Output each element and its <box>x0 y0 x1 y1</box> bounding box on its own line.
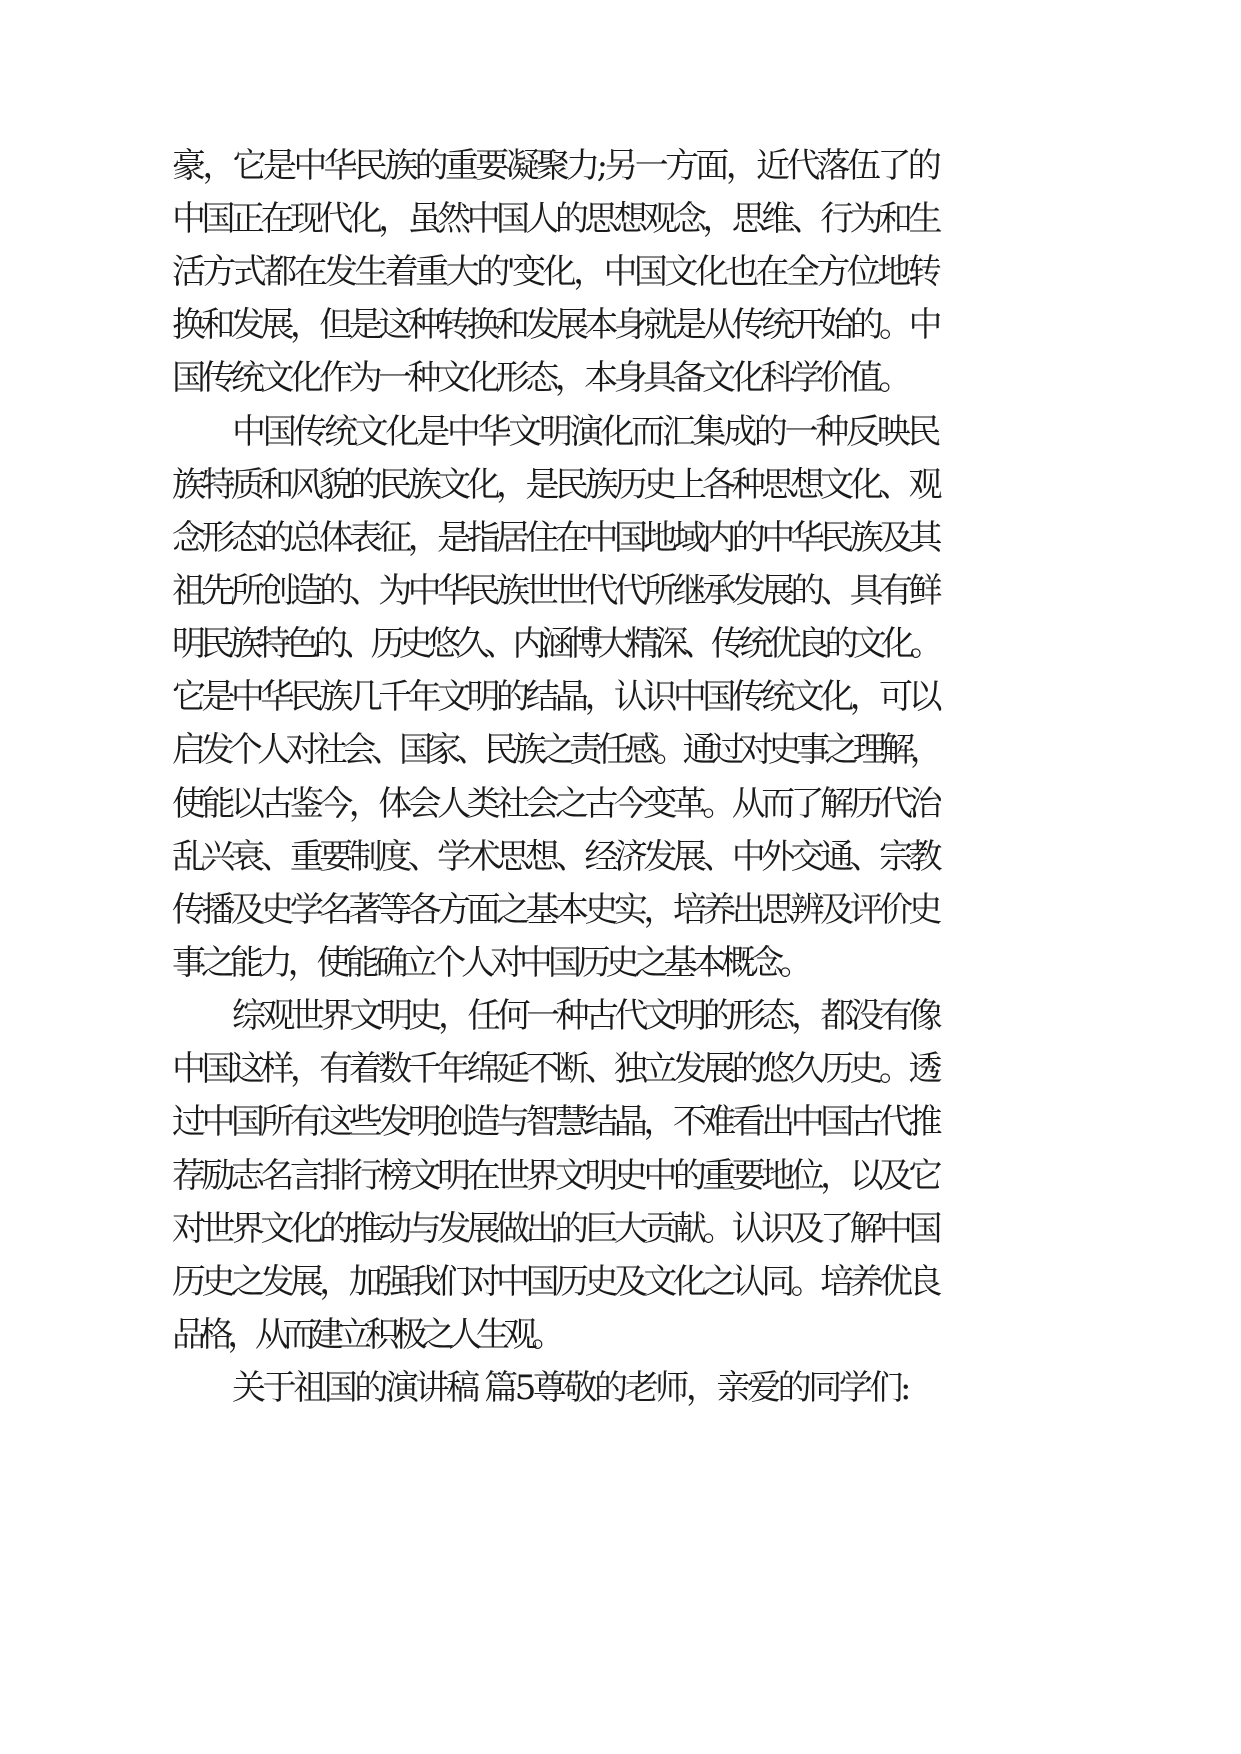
text-line-19: 过中国所有这些发明创造与智慧结晶，不难看出中国古代推 <box>172 1102 938 1142</box>
text-line-13: 使能以古鉴今，体会人类社会之古今变革。从而了解历代治 <box>172 784 938 824</box>
text-line-6: 中国传统文化是中华文明演化而汇集成的一种反映民 <box>232 412 939 452</box>
text-line-24: 关于祖国的演讲稿 篇5尊敬的老师，亲爱的同学们: <box>232 1368 909 1408</box>
text-line-7: 族特质和风貌的民族文化，是民族历史上各种思想文化、观 <box>172 465 938 505</box>
text-line-11: 它是中华民族几千年文明的结晶，认识中国传统文化，可以 <box>172 677 938 717</box>
text-line-8: 念形态的总体表征，是指居住在中国地域内的中华民族及其 <box>172 518 938 558</box>
text-line-18: 中国这样，有着数千年绵延不断、独立发展的悠久历史。透 <box>172 1049 938 1089</box>
text-line-17: 综观世界文明史，任何一种古代文明的形态，都没有像 <box>232 996 939 1036</box>
text-line-16: 事之能力，使能确立个人对中国历史之基本概念。 <box>172 943 809 983</box>
text-line-9: 祖先所创造的、为中华民族世世代代所继承发展的、具有鲜 <box>172 571 938 611</box>
text-line-23: 品格，从而建立积极之人生观。 <box>172 1315 559 1355</box>
text-line-22: 历史之发展，加强我们对中国历史及文化之认同。培养优良 <box>172 1262 938 1302</box>
text-line-10: 明民族特色的、历史悠久、内涵博大精深、传统优良的文化。 <box>172 624 938 664</box>
text-line-20: 荐励志名言排行榜文明在世界文明史中的重要地位，以及它 <box>172 1156 938 1196</box>
text-line-3: 活方式都在发生着重大的'变化，中国文化也在全方位地转 <box>172 252 939 292</box>
text-line-14: 乱兴衰、重要制度、学术思想、经济发展、中外交通、宗教 <box>172 837 938 877</box>
text-line-15: 传播及史学名著等各方面之基本史实，培养出思辨及评价史 <box>172 890 938 930</box>
text-line-1: 豪，它是中华民族的重要凝聚力;另一方面，近代落伍了的 <box>172 146 939 186</box>
text-line-4: 换和发展，但是这种转换和发展本身就是从传统开始的。中 <box>172 305 938 345</box>
text-line-5: 国传统文化作为一种文化形态，本身具备文化科学价值。 <box>172 358 908 398</box>
text-line-2: 中国正在现代化，虽然中国人的思想观念，思维、行为和生 <box>172 199 938 239</box>
text-line-12: 启发个人对社会、国家、民族之责任感。通过对史事之理解， <box>172 730 938 770</box>
text-line-21: 对世界文化的推动与发展做出的巨大贡献。认识及了解中国 <box>172 1209 938 1249</box>
